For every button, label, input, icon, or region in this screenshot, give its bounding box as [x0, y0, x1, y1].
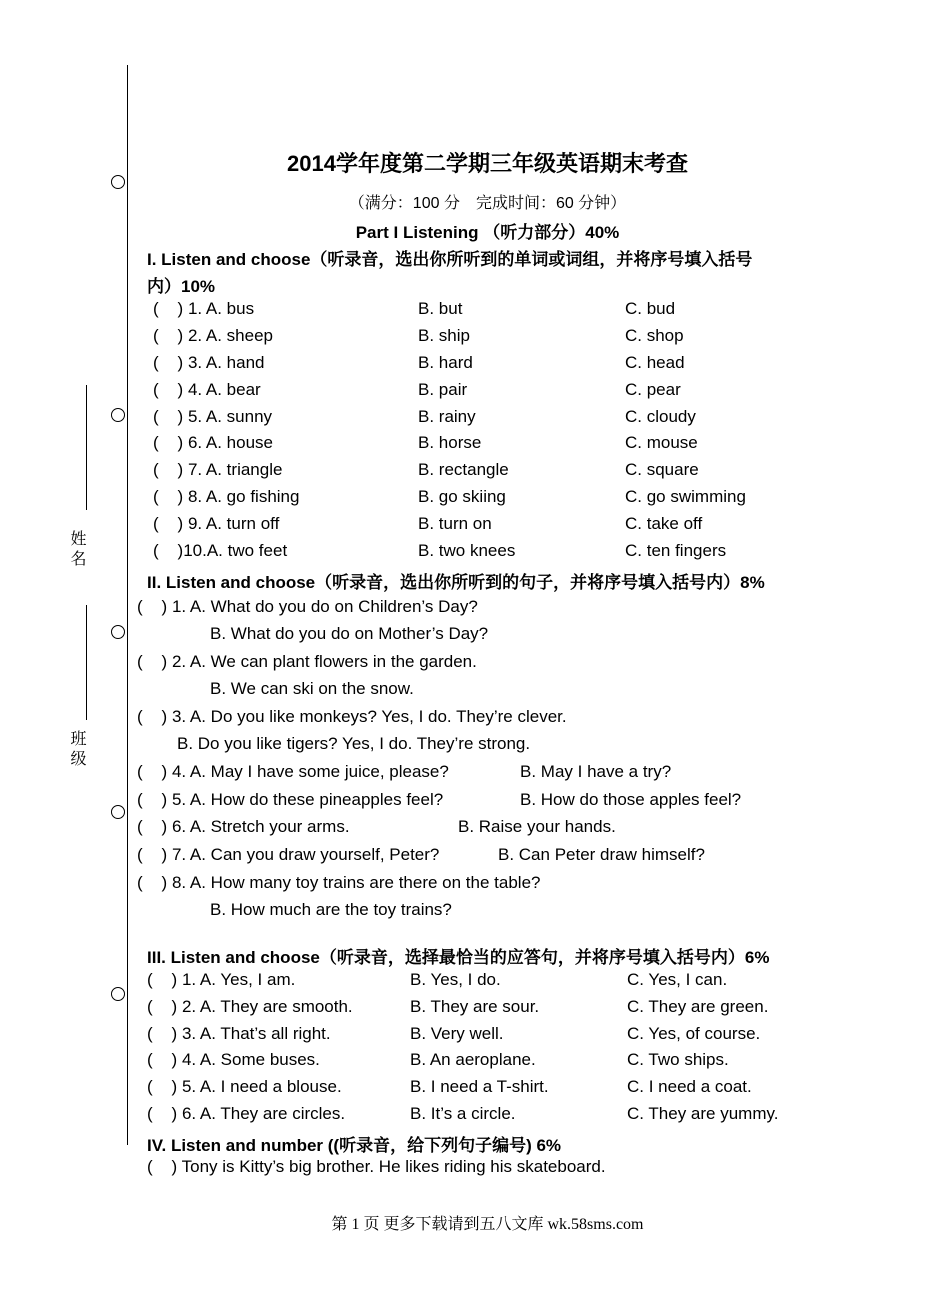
question-option-c: C. go swimming	[625, 487, 746, 506]
question-option-a: ( ) 4. A. Some buses.	[147, 1050, 320, 1069]
question-option-b: B. How much are the toy trains?	[210, 900, 452, 919]
question-option-a: ( ) 6. A. house	[153, 433, 274, 452]
question-option-a: ( ) 5. A. I need a blouse.	[147, 1077, 342, 1096]
question-option-b: B. I need a T-shirt.	[410, 1077, 549, 1096]
question-option-b: B. It’s a circle.	[410, 1104, 516, 1123]
part-heading: Part I Listening （听力部分）40%	[355, 223, 620, 242]
question-option-c: C. pear	[625, 380, 681, 399]
binding-hole	[111, 408, 125, 422]
question-option-b: B. What do you do on Mother’s Day?	[210, 624, 489, 643]
question-option-b: B. Very well.	[410, 1024, 504, 1043]
question-option-a: ( ) 7. A. triangle	[153, 460, 283, 479]
question-option-c: C. square	[625, 460, 699, 479]
question-option-a: ( ) 6. A. They are circles.	[147, 1104, 346, 1123]
question-option-a: ( ) 2. A. They are smooth.	[147, 997, 353, 1016]
question-option-c: C. Two ships.	[627, 1050, 729, 1069]
name-underline	[86, 385, 87, 510]
question-option-a: ( ) 2. A. sheep	[153, 326, 274, 345]
binding-hole	[111, 987, 125, 1001]
question-option-b: B. pair	[418, 380, 468, 399]
question-option-b: B. How do those apples feel?	[520, 790, 742, 809]
question-line: ( ) 4. A. May I have some juice, please?	[137, 762, 449, 781]
question-option-c: C. Yes, of course.	[627, 1024, 761, 1043]
section1-heading: I. Listen and choose（听录音，选出你所听到的单词或词组，并将序号填入括号	[147, 250, 753, 269]
question-option-b: B. Do you like tigers? Yes, I do. They’re strong.	[177, 734, 531, 753]
question-line: ( ) 8. A. How many toy trains are there on the table?	[137, 873, 541, 892]
question-option-b: B. They are sour.	[410, 997, 540, 1016]
question-option-a: ( ) 5. A. sunny	[153, 407, 273, 426]
question-line: ( ) 3. A. Do you like monkeys? Yes, I do. They’re clever.	[137, 707, 567, 726]
question-option-b: B. go skiing	[418, 487, 506, 506]
question-option-a: ( )10.A. two feet	[153, 541, 288, 560]
question-option-b: B. Yes, I do.	[410, 970, 501, 989]
question-line: ( ) Tony is Kitty’s big brother. He likes riding his skateboard.	[147, 1157, 606, 1176]
class-label: 班级	[68, 730, 87, 770]
question-line: ( ) 6. A. Stretch your arms.	[137, 817, 350, 836]
question-option-c: C. shop	[625, 326, 684, 345]
question-option-b: B. horse	[418, 433, 482, 452]
question-option-b: B. hard	[418, 353, 473, 372]
question-option-c: C. They are green.	[627, 997, 769, 1016]
question-line: ( ) 5. A. How do these pineapples feel?	[137, 790, 444, 809]
question-line: ( ) 1. A. What do you do on Children’s Day?	[137, 597, 478, 616]
question-option-c: C. I need a coat.	[627, 1077, 752, 1096]
question-option-a: ( ) 3. A. hand	[153, 353, 265, 372]
question-option-b: B. but	[418, 299, 463, 318]
question-option-b: B. ship	[418, 326, 470, 345]
binding-hole	[111, 625, 125, 639]
question-option-c: C. ten fingers	[625, 541, 727, 560]
question-option-b: B. An aeroplane.	[410, 1050, 536, 1069]
section1-heading-cont: 内）10%	[147, 277, 216, 296]
name-label: 姓名	[68, 530, 87, 570]
question-option-c: C. Yes, I can.	[627, 970, 728, 989]
question-option-c: C. They are yummy.	[627, 1104, 779, 1123]
question-option-c: C. cloudy	[625, 407, 696, 426]
question-option-b: B. Raise your hands.	[458, 817, 616, 836]
question-option-b: B. rectangle	[418, 460, 509, 479]
question-option-a: ( ) 1. A. Yes, I am.	[147, 970, 296, 989]
question-option-c: C. head	[625, 353, 685, 372]
question-line: ( ) 7. A. Can you draw yourself, Peter?	[137, 845, 440, 864]
page-footer: 第 1 页 更多下载请到五八文库 wk.58sms.com	[331, 1216, 644, 1233]
binding-hole	[111, 805, 125, 819]
question-option-a: ( ) 4. A. bear	[153, 380, 261, 399]
question-option-b: B. two knees	[418, 541, 516, 560]
question-option-a: ( ) 9. A. turn off	[153, 514, 280, 533]
question-option-a: ( ) 8. A. go fishing	[153, 487, 300, 506]
question-option-a: ( ) 3. A. That’s all right.	[147, 1024, 331, 1043]
exam-info: （满分：100 分 完成时间：60 分钟）	[348, 195, 627, 212]
class-underline	[86, 605, 87, 720]
question-option-c: C. take off	[625, 514, 703, 533]
question-option-b: B. rainy	[418, 407, 476, 426]
question-option-b: B. We can ski on the snow.	[210, 679, 414, 698]
question-option-c: C. mouse	[625, 433, 698, 452]
question-option-b: B. Can Peter draw himself?	[498, 845, 705, 864]
section4-heading: IV. Listen and number ((听录音，给下列句子编号) 6%	[147, 1136, 562, 1155]
question-option-b: B. May I have a try?	[520, 762, 672, 781]
question-option-c: C. bud	[625, 299, 676, 318]
section3-heading: III. Listen and choose（听录音，选择最恰当的应答句，并将序号填入括号内）6%	[147, 948, 770, 967]
page-title: 2014学年度第二学期三年级英语期末考查	[287, 151, 688, 176]
section2-heading: II. Listen and choose（听录音，选出你所听到的句子，并将序号填入括号内）8%	[147, 573, 765, 592]
question-line: ( ) 2. A. We can plant flowers in the garden.	[137, 652, 477, 671]
question-option-a: ( ) 1. A. bus	[153, 299, 255, 318]
question-option-b: B. turn on	[418, 514, 492, 533]
